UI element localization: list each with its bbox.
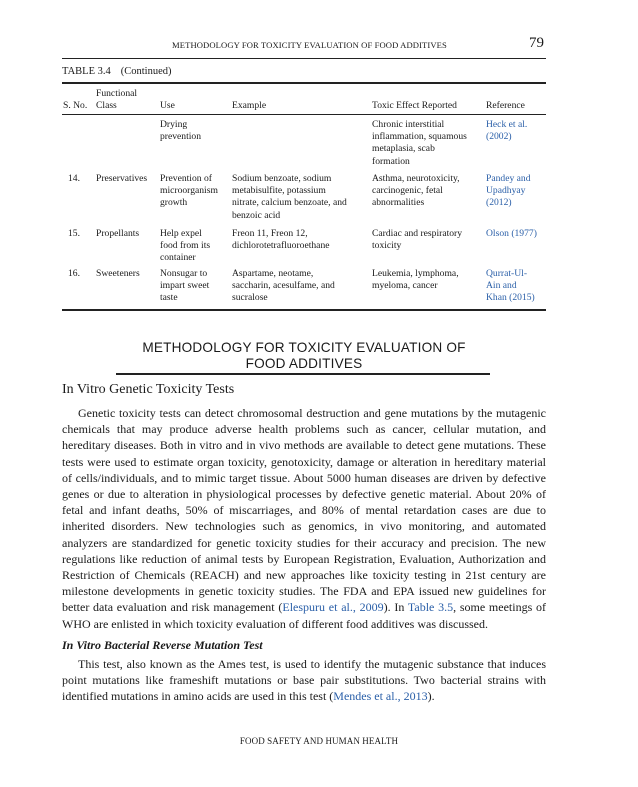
text-run: This test, also known as the Ames test, is used to identify the mutagenic substance that induces point mutations like frameshift mutations or base pair substitutions. Two bacterial strains with identified mutations in amino acids are used in this test (	[62, 657, 546, 704]
cell-class: Propellants	[96, 228, 140, 239]
cell-use	[160, 268, 209, 305]
cell-line: carcinogenic, fetal	[372, 185, 443, 197]
table-caption	[62, 66, 172, 77]
cell-toxic	[372, 268, 459, 292]
cell-line: (2012)	[486, 197, 512, 209]
cell-line: metabisulfite, potassium	[232, 185, 326, 197]
cell-line: Sodium benzoate, sodium	[232, 173, 332, 184]
cell-line: container	[160, 252, 196, 264]
subsubsection-heading: In Vitro Bacterial Reverse Mutation Test	[62, 638, 263, 652]
cell-line: Pandey and	[486, 173, 531, 184]
running-head	[62, 36, 546, 59]
cell-line: Freon 11, Freon 12,	[232, 228, 308, 239]
cell-line: prevention	[160, 131, 202, 143]
cell-line: microorganism	[160, 185, 218, 197]
running-title: METHODOLOGY FOR TOXICITY EVALUATION OF FOOD ADDITIVES	[172, 40, 447, 50]
cell-line: food from its	[160, 240, 211, 252]
cell-line: Cardiac and respiratory	[372, 228, 463, 239]
cell-use	[160, 228, 210, 265]
cell-line: Heck et al.	[486, 119, 528, 130]
text-run: ). In	[383, 600, 408, 615]
cell-line: toxicity	[372, 240, 402, 252]
section-title-line1: METHODOLOGY FOR TOXICITY EVALUATION OF	[142, 340, 466, 355]
table-label: TABLE 3.4	[62, 66, 111, 77]
cell-line: dichlorotetrafluoroethane	[232, 240, 330, 252]
section-title	[62, 340, 546, 372]
citation-link[interactable]: Elespuru et al., 2009	[282, 600, 384, 615]
cell-line: abnormalities	[372, 197, 425, 209]
running-footer: FOOD SAFETY AND HUMAN HEALTH	[239, 736, 399, 746]
col-header-class	[96, 88, 137, 112]
cell-line: Chronic interstitial	[372, 119, 445, 130]
cell-line: Drying	[160, 119, 188, 130]
cell-line: Leukemia, lymphoma,	[372, 268, 459, 279]
cell-example	[232, 228, 330, 252]
cell-line: Help expel	[160, 228, 202, 239]
cell-line: Olson (1977)	[486, 228, 537, 239]
cell-reference-link[interactable]	[486, 119, 527, 143]
cell-line: Khan (2015)	[486, 292, 535, 304]
table-header-rule	[62, 114, 546, 115]
cell-use	[160, 119, 201, 143]
cell-reference-link[interactable]	[486, 173, 531, 210]
cell-line: Prevention of	[160, 173, 212, 184]
section-title-rule	[116, 373, 490, 375]
cell-toxic	[372, 173, 460, 210]
body-paragraph-1	[62, 405, 546, 632]
col-header-toxic: Toxic Effect Reported	[372, 100, 457, 111]
cell-line: metaplasia, scab	[372, 143, 435, 155]
cell-line: Ain and	[486, 280, 517, 292]
cell-line: growth	[160, 197, 188, 209]
cell-line: Aspartame, neotame,	[232, 268, 314, 279]
col-header-example: Example	[232, 100, 267, 111]
cell-line: taste	[160, 292, 178, 304]
table-continued: (Continued)	[120, 66, 172, 77]
table-bottom-rule	[62, 309, 546, 311]
subsection-heading: In Vitro Genetic Toxicity Tests	[62, 382, 235, 397]
cell-sno: 14.	[68, 173, 80, 184]
cell-line: Upadhyay	[486, 185, 526, 197]
cell-sno: 16.	[68, 268, 80, 279]
col-header-class-line2: Class	[96, 100, 117, 112]
cell-line: benzoic acid	[232, 209, 281, 221]
cell-class: Sweeteners	[96, 268, 140, 279]
body-paragraph-2	[62, 656, 546, 705]
cell-line: Qurrat-Ul-	[486, 268, 528, 279]
cell-example	[232, 268, 335, 305]
col-header-class-line1: Functional	[96, 88, 138, 99]
cell-example	[232, 173, 347, 222]
cell-class: Preservatives	[96, 173, 148, 184]
text-run: Genetic toxicity tests can detect chromosomal destruction and gene mutations by the mutagenic chemicals that may produce adverse health problems such as cancer, cellular mutation, and hereditary diseases. Both in vitro and in vivo methods are available to detect gene mutations. These tests were used to estimate organ toxicity, genotoxicity, damage or alteration in hereditary material of cells/individuals, and to mimic target tissue. About 5000 human diseases are driven by defective genes or due to alteration in physiological processes by defective genetic material. About 20% of fetal and infant deaths, 50% of miscarriages, and 80% of mental retardation cases are due to inherited disorders. New technologies such as genomics, in vivo monitoring, and automated analyzers are standardized for genetic toxicity studies for their accuracy and precision. The new regulations like reduction of animal tests by European Registration, Evaluation, Authorization and Restriction of Chemicals (REACH) and new approaches like toxicity testing in 21st century are milestone developments in genetic toxicity studies. The FDA and EPA issued new guidelines for better data evaluation and risk management (	[62, 406, 546, 615]
cell-toxic	[372, 119, 467, 168]
text-run: , some meetings of WHO are enlisted in which toxicity evaluation of different food additives was discussed.	[62, 600, 546, 631]
cell-sno: 15.	[68, 228, 80, 239]
cell-reference-link[interactable]	[486, 228, 537, 240]
cell-line: formation	[372, 155, 410, 167]
cell-line: sucralose	[232, 292, 268, 304]
section-title-line2: FOOD ADDITIVES	[245, 356, 363, 371]
cell-line: Asthma, neurotoxicity,	[372, 173, 460, 184]
cell-line: saccharin, acesulfame, and	[232, 280, 335, 292]
cell-line: myeloma, cancer	[372, 280, 438, 292]
cell-reference-link[interactable]	[486, 268, 535, 305]
table-top-rule	[62, 82, 546, 84]
text-run: ).	[427, 689, 435, 704]
page-number: 79	[529, 35, 544, 51]
cell-line: impart sweet	[160, 280, 210, 292]
table-link[interactable]: Table 3.5	[407, 600, 454, 615]
cell-line: nitrate, calcium benzoate, and	[232, 197, 347, 209]
cell-line: Nonsugar to	[160, 268, 208, 279]
col-header-use: Use	[160, 100, 175, 111]
cell-toxic	[372, 228, 462, 252]
col-header-reference: Reference	[486, 100, 525, 111]
cell-line: inflammation, squamous	[372, 131, 467, 143]
cell-line: (2002)	[486, 131, 512, 143]
citation-link[interactable]: Mendes et al., 2013	[333, 689, 428, 704]
col-header-sno: S. No.	[63, 100, 88, 111]
cell-use	[160, 173, 218, 210]
